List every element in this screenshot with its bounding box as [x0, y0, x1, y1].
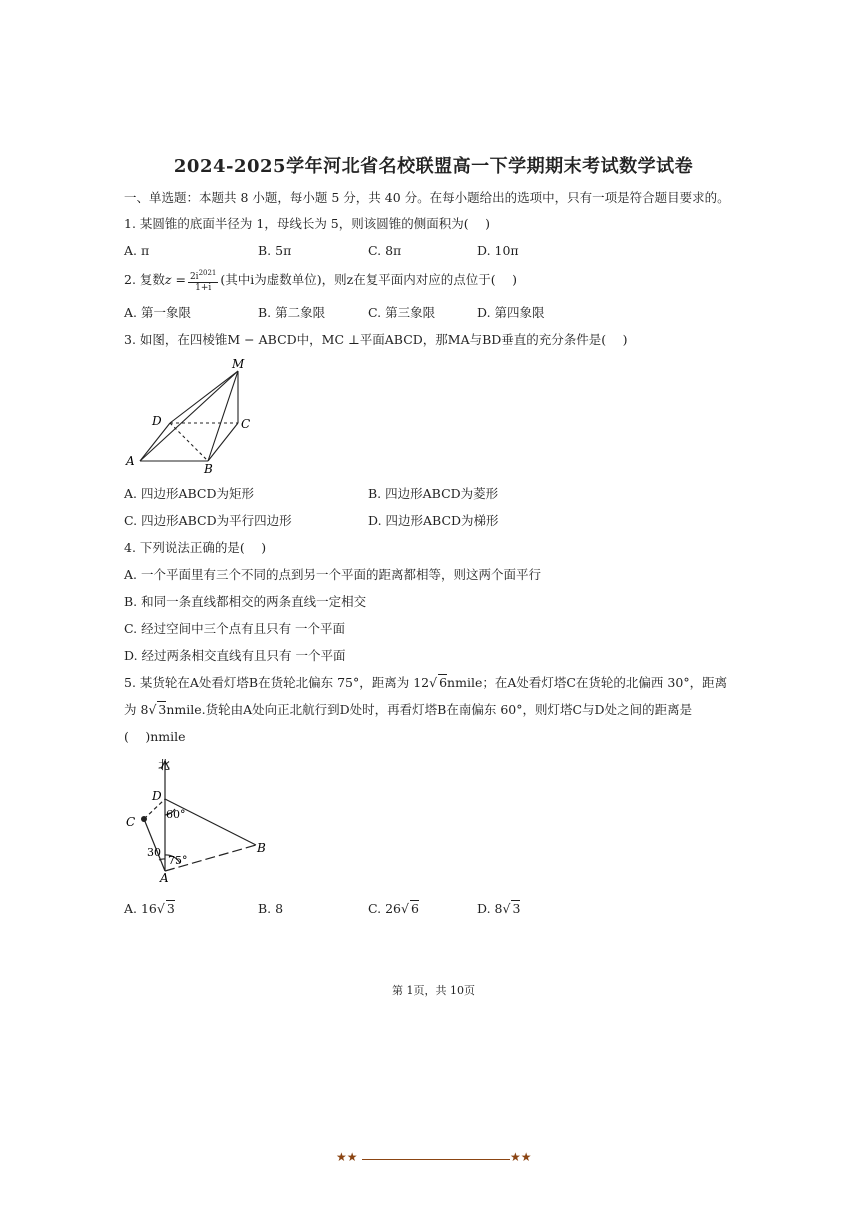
q4-option-a: A. 一个平面里有三个不同的点到另一个平面的距离都相等，则这两个面平行	[124, 567, 541, 582]
page-footer: 第 1页，共 10页	[392, 984, 475, 997]
label-angle-75: 75°	[168, 854, 188, 867]
q5-option-a-pre: A. 16	[124, 901, 157, 916]
section-header: 一、单选题：本题共 8 小题，每小题 5 分，共 40 分。在每小题给出的选项中，只有一项是符合题目要求的。	[124, 190, 730, 205]
point-c-dot	[141, 816, 147, 822]
label-north: 北	[158, 758, 171, 772]
q5-line2b: nmile.货轮由A处向正北航行到D处时，再看灯塔B在南偏东 60°，则灯塔C与D处之间的距离是	[166, 702, 693, 717]
q3-option-d: D. 四边形ABCD为梯形	[368, 513, 499, 528]
label-d: D	[152, 789, 162, 803]
q5-option-c: C. 26√ 6	[368, 901, 419, 916]
label-m: M	[232, 357, 245, 371]
pyramid-figure	[120, 355, 260, 475]
q5-line-2: 为 8√ 3nmile.货轮由A处向正北航行到D处时，再看灯塔B在南偏东 60°，则灯塔C与D处之间的距离是	[124, 702, 693, 717]
q2-var: z =	[164, 272, 186, 287]
q3-option-c: C. 四边形ABCD为平行四边形	[124, 513, 292, 528]
q1-stem: 1. 某圆锥的底面半径为 1，母线长为 5，则该圆锥的侧面积为( )	[124, 216, 490, 231]
q5-line2-radicand: 3	[158, 702, 167, 717]
q4-option-d: D. 经过两条相交直线有且只有 一个平面	[124, 648, 346, 663]
q5-option-b	[258, 901, 283, 917]
q2-den: 1+i	[195, 283, 212, 293]
q2-exp: 2021	[198, 269, 217, 277]
ship-lighthouse-figure	[120, 755, 280, 885]
label-b: B	[257, 841, 266, 855]
label-d: D	[152, 414, 162, 428]
q3-option-a: A. 四边形ABCD为矩形	[124, 486, 255, 501]
q2-num: 2i	[189, 272, 199, 282]
q1-option-b: B. 5π	[258, 243, 292, 258]
q4-stem: 4. 下列说法正确的是( )	[124, 540, 267, 555]
q5-option-a-rad: 3	[166, 901, 175, 916]
exam-title: 2024-2025学年河北省名校联盟高一下学期期末考试数学试卷	[173, 156, 694, 177]
q5-option-d-pre: D. 8	[477, 901, 503, 916]
q5-line1-radicand: 6	[439, 675, 448, 690]
q4-option-b: B. 和同一条直线都相交的两条直线一定相交	[124, 594, 367, 609]
q2-suffix: (其中i为虚数单位)，则z在复平面内对应的点位于( )	[220, 272, 517, 287]
label-a: A	[126, 454, 135, 468]
label-c: C	[241, 417, 251, 431]
q2-fraction	[188, 268, 218, 293]
q2-option-c: C. 第三象限	[368, 305, 436, 320]
q5-option-a: A. 16√ 3	[124, 901, 175, 916]
q2-option-d: D. 第四象限	[477, 305, 545, 320]
label-a: A	[160, 871, 169, 885]
label-c: C	[126, 815, 136, 829]
q5-option-d-rad: 3	[512, 901, 521, 916]
q5-line1a: 5. 某货轮在A处看灯塔B在货轮北偏东 75°，距离为 12	[124, 675, 430, 690]
divider-line	[362, 1159, 510, 1160]
q1-option-d: D. 10π	[477, 243, 519, 258]
q5-option-c-pre: C. 26	[368, 901, 401, 916]
q3-option-b: B. 四边形ABCD为菱形	[368, 486, 499, 501]
star-left-icon: ★★	[336, 1150, 358, 1164]
star-right-icon: ★★	[510, 1150, 532, 1164]
label-b: B	[204, 462, 213, 475]
q3-stem: 3. 如图，在四棱锥M − ABCD中，MC ⊥平面ABCD，那MA与BD垂直的充分条件是( )	[124, 332, 628, 347]
q5-line1b: nmile；在A处看灯塔C在货轮的北偏西 30°，距离	[447, 675, 728, 690]
q5-line2a: 为 8	[124, 702, 149, 717]
q4-option-c: C. 经过空间中三个点有且只有 一个平面	[124, 621, 346, 636]
label-angle-60: 60°	[166, 808, 186, 821]
q5-line-3: ( )nmile	[124, 729, 186, 744]
q5-option-c-rad: 6	[410, 901, 419, 916]
label-angle-30: 30	[147, 846, 161, 859]
q5-option-d: D. 8√ 3	[477, 901, 521, 916]
q5-option-b-pre: B. 8	[258, 901, 284, 916]
q2-option-b: B. 第二象限	[258, 305, 326, 320]
q5-line-1: 5. 某货轮在A处看灯塔B在货轮北偏东 75°，距离为 12√ 6nmile；在A处看灯塔C在货轮的北偏西 30°，距离	[124, 675, 728, 690]
q2-stem	[124, 268, 517, 293]
q1-option-c: C. 8π	[368, 243, 402, 258]
q2-option-a: A. 第一象限	[124, 305, 191, 320]
q2-prefix: 2. 复数	[124, 272, 165, 287]
q1-option-a: A. π	[124, 243, 150, 258]
decorative-divider	[336, 1152, 536, 1166]
